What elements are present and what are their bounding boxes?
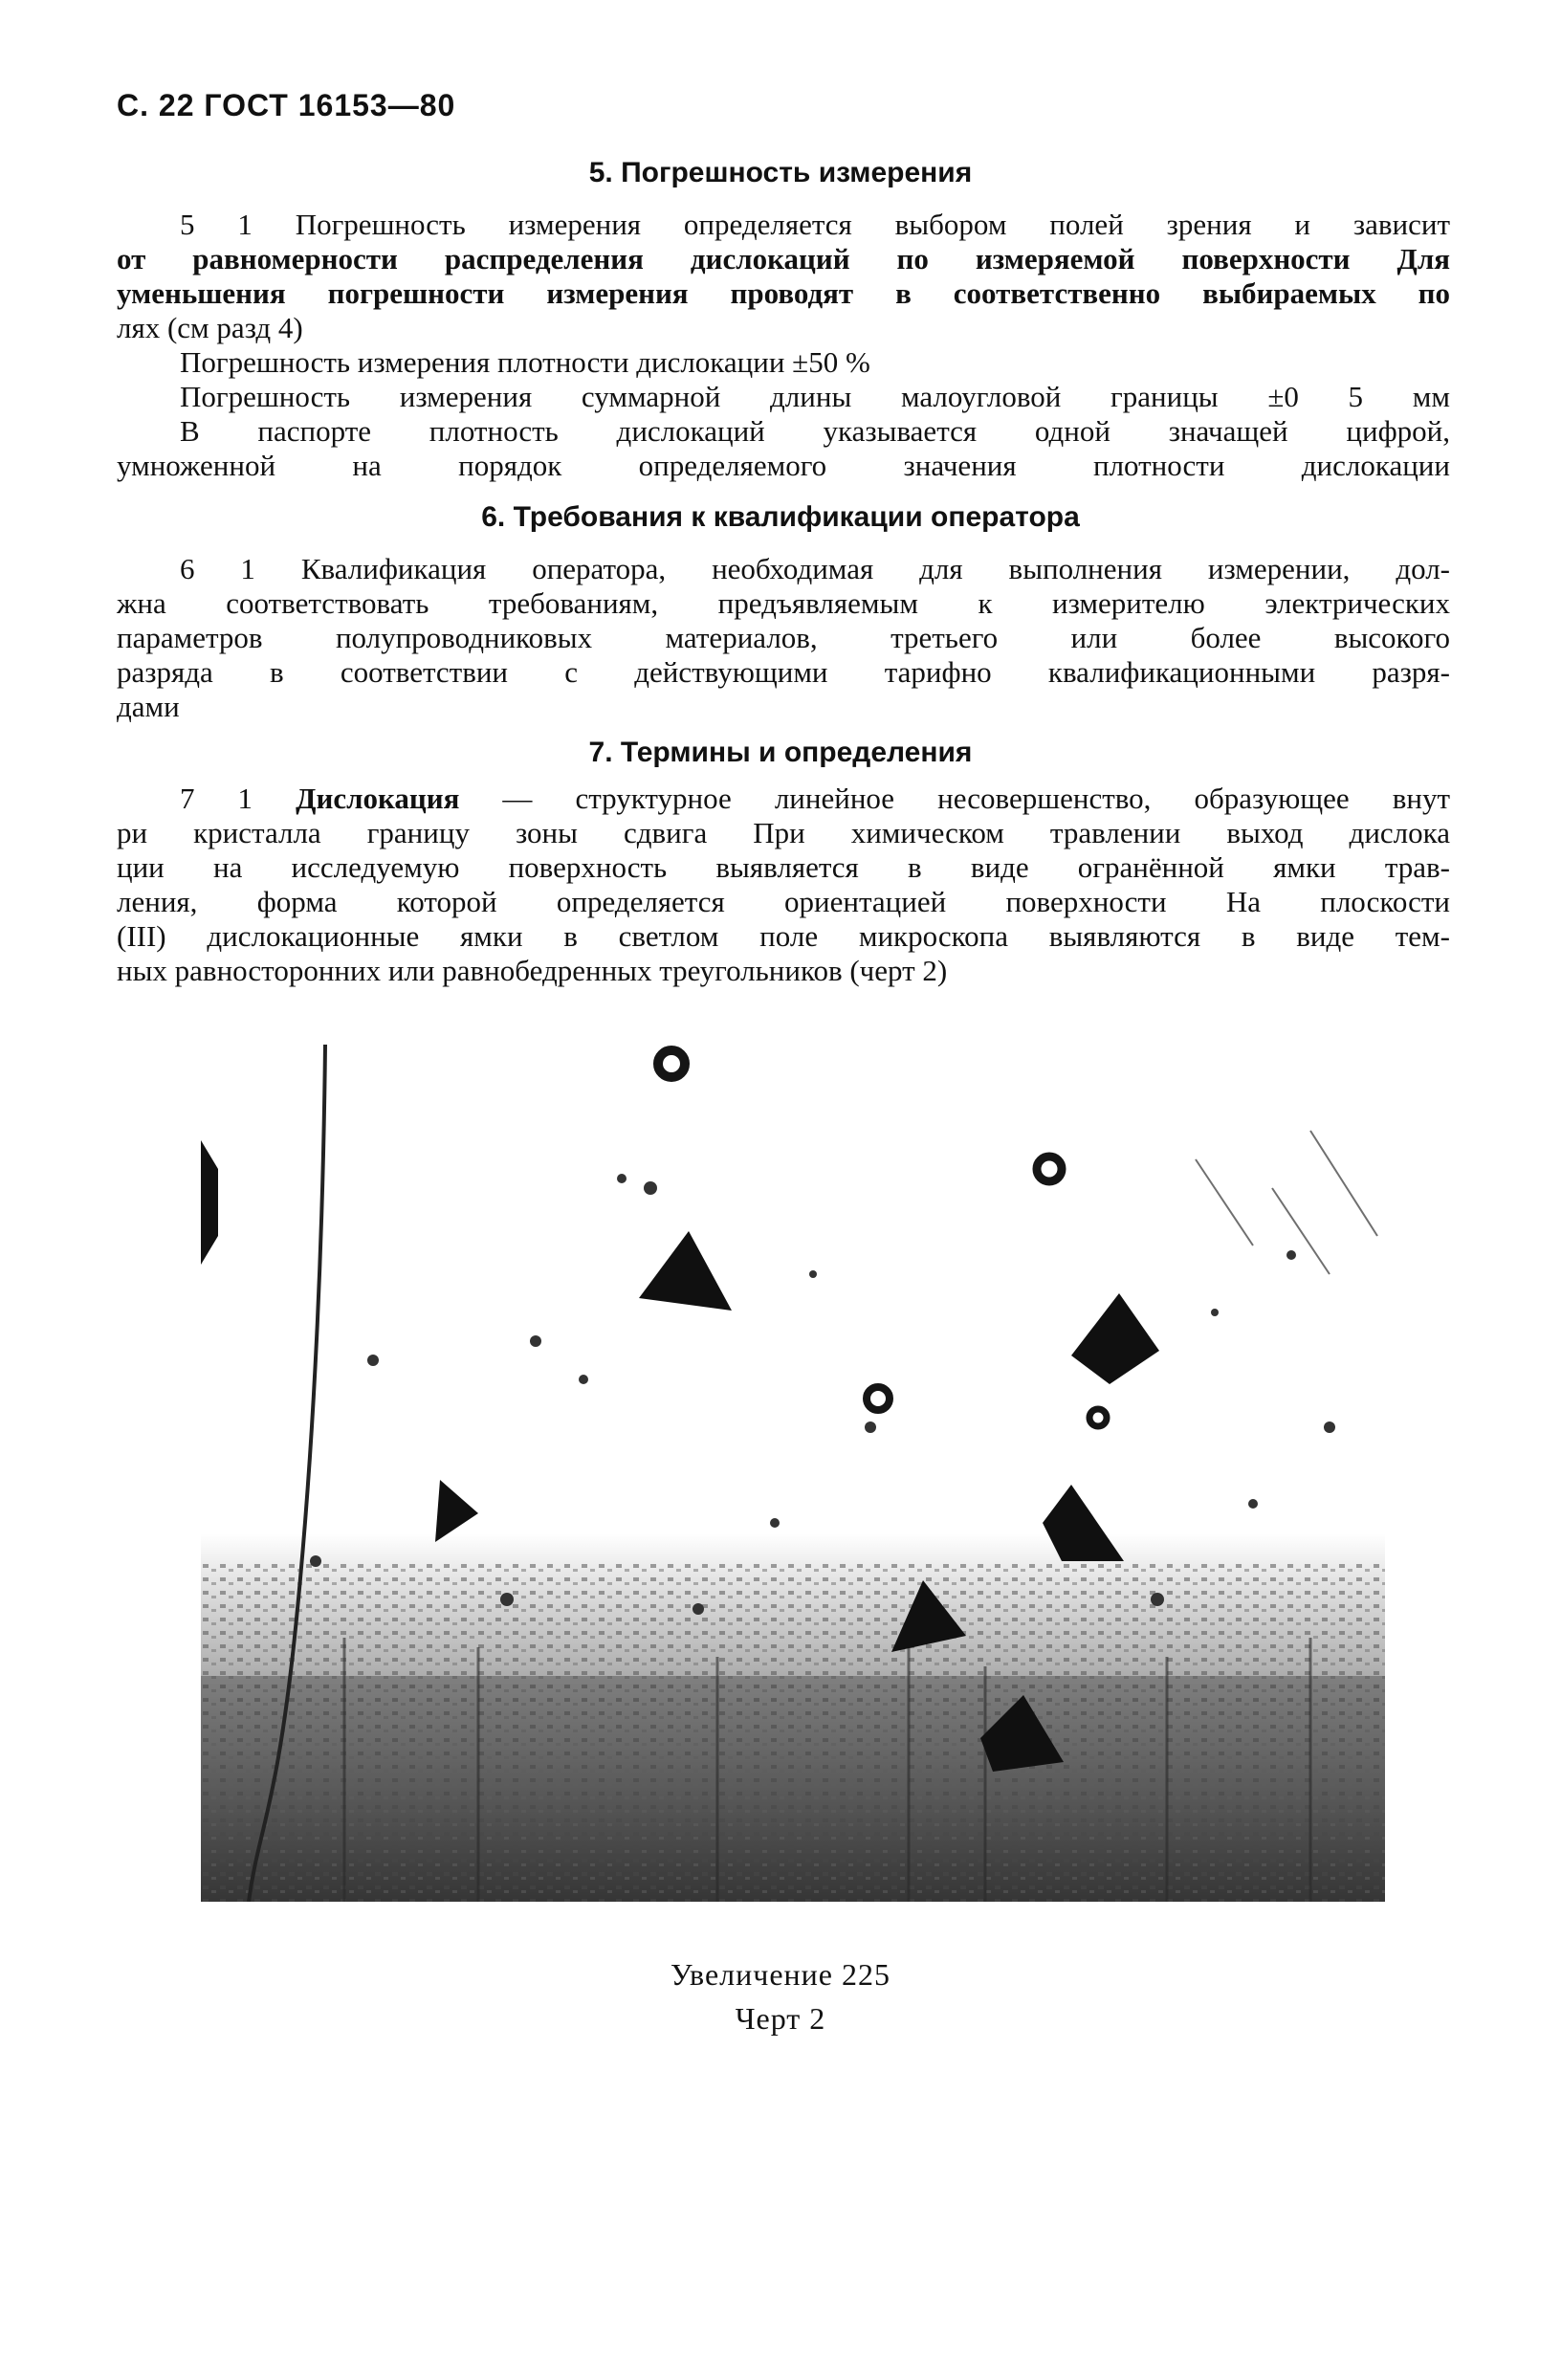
section-6-title: 6. Требования к квалификации оператора — [481, 501, 1080, 533]
section-7-line-3: ции на исследуемую поверхность выявляется в виде огранённой ямки трав- — [117, 850, 1450, 884]
section-5-line-7: В паспорте плотность дислокаций указывается одной значащей цифрой, — [180, 414, 1450, 448]
section-5-line-5: Погрешность измерения плотности дислокации ±50 % — [180, 345, 870, 379]
section-5-line-8: умноженной на порядок определяемого значения плотности дислокации — [117, 449, 1450, 482]
section-7-line-1: 7 1 Дислокация — структурное линейное несовершенство, образующее внут — [180, 782, 1450, 815]
micrograph-image — [201, 1025, 1385, 1902]
micrograph-figure — [201, 1025, 1385, 1902]
section-5-line-2: от равномерности распределения дислокаций по измеряемой поверхности Для — [117, 242, 1450, 275]
section-7-line-5: (III) дислокационные ямки в светлом поле микроскопа выявляются в виде тем- — [117, 919, 1450, 953]
section-6-line-3: параметров полупроводниковых материалов, третьего или более высокого — [117, 621, 1450, 654]
defined-term: Дислокация — [296, 782, 460, 815]
section-5-line-4: лях (см разд 4) — [117, 311, 303, 344]
section-5-line-6: Погрешность измерения суммарной длины малоугловой границы ±0 5 мм — [180, 380, 1450, 413]
section-7-title: 7. Термины и определения — [588, 737, 973, 768]
figure-caption-label: Черт 2 — [735, 2001, 826, 2036]
section-5-line-3: уменьшения погрешности измерения проводят в соответственно выбираемых по — [117, 276, 1450, 310]
figure-caption-magnification: Увеличение 225 — [670, 1957, 890, 1992]
page-header: С. 22 ГОСТ 16153—80 — [117, 88, 456, 122]
section-7-line-4: ления, форма которой определяется ориентацией поверхности На плоскости — [117, 885, 1450, 918]
section-5-title: 5. Погрешность измерения — [588, 157, 973, 188]
section-5-line-1: 5 1 Погрешность измерения определяется выбором полей зрения и зависит — [180, 208, 1450, 241]
section-6-line-1: 6 1 Квалификация оператора, необходимая для выполнения измерении, дол- — [180, 552, 1450, 585]
section-6-line-2: жна соответствовать требованиям, предъявляемым к измерителю электрических — [117, 586, 1450, 620]
section-7-line-6: ных равносторонних или равнобедренных треугольников (черт 2) — [117, 954, 948, 987]
section-7-line-2: ри кристалла границу зоны сдвига При химическом травлении выход дислока — [117, 816, 1450, 849]
section-6-line-5: дами — [117, 690, 180, 723]
section-6-line-4: разряда в соответствии с действующими тарифно квалификационными разря- — [117, 655, 1450, 689]
